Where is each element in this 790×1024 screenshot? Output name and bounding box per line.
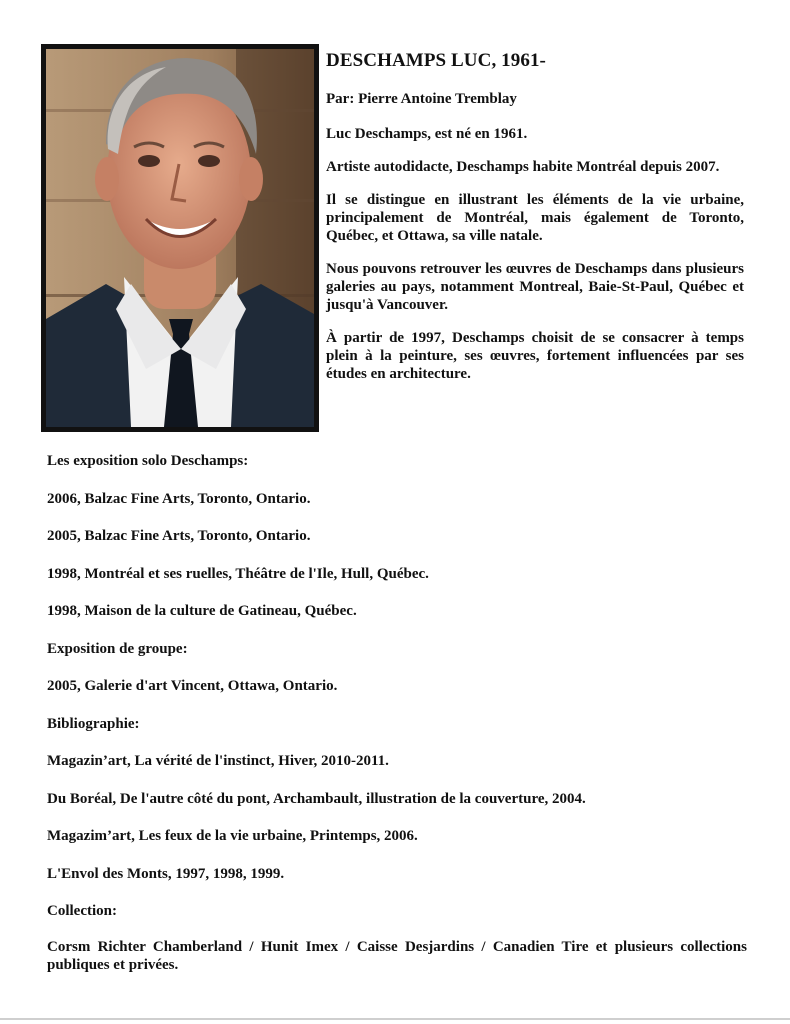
author-line: Par: Pierre Antoine Tremblay [326,91,517,107]
exhibitions-section [47,452,747,993]
biblio-item: L'Envol des Monts, 1997, 1998, 1999. [47,865,285,882]
collection-heading: Collection: [47,903,117,919]
page-bottom-rule [0,1018,790,1020]
bio-column [326,50,744,398]
intro-paragraph: Nous pouvons retrouver les œuvres de Deschamps dans plusieurs galeries au pays, notamment Montreal, Baie-St-Paul, Québec et jusqu'à Vancouver. [326,261,744,313]
group-heading: Exposition de groupe: [47,640,188,657]
portrait-photo [41,44,319,432]
solo-item: 2006, Balzac Fine Arts, Toronto, Ontario. [47,490,311,507]
intro-paragraph: À partir de 1997, Deschamps choisit de se consacrer à temps plein à la peinture, ses œuvres, fortement influencées par ses études en architecture. [326,330,744,382]
biblio-heading: Bibliographie: [47,715,140,732]
solo-item: 1998, Montréal et ses ruelles, Théâtre de l'Ile, Hull, Québec. [47,565,429,582]
intro-paragraph: Luc Deschamps, est né en 1961. [326,126,528,142]
biblio-item: Magazim’art, Les feux de la vie urbaine, Printemps, 2006. [47,828,418,844]
biblio-item: Du Boréal, De l'autre côté du pont, Archambault, illustration de la couverture, 2004. [47,790,586,807]
solo-item: 2005, Balzac Fine Arts, Toronto, Ontario. [47,528,311,544]
biblio-item: Magazin’art, La vérité de l'instinct, Hiver, 2010-2011. [47,753,389,769]
intro-paragraph: Artiste autodidacte, Deschamps habite Montréal depuis 2007. [326,159,720,175]
solo-item: 1998, Maison de la culture de Gatineau, Québec. [47,603,357,619]
solo-heading: Les exposition solo Deschamps: [47,453,249,469]
page-title: DESCHAMPS LUC, 1961- [326,50,546,71]
collection-text: Corsm Richter Chamberland / Hunit Imex / Caisse Desjardins / Canadien Tire et plusieurs collections publiques et privées. [47,938,747,973]
intro-paragraph: Il se distingue en illustrant les éléments de la vie urbaine, principalement de Montréal, mais également de Toronto, Québec, et Ottawa, sa ville natale. [326,192,744,244]
group-item: 2005, Galerie d'art Vincent, Ottawa, Ontario. [47,678,338,694]
portrait-image [46,49,314,427]
